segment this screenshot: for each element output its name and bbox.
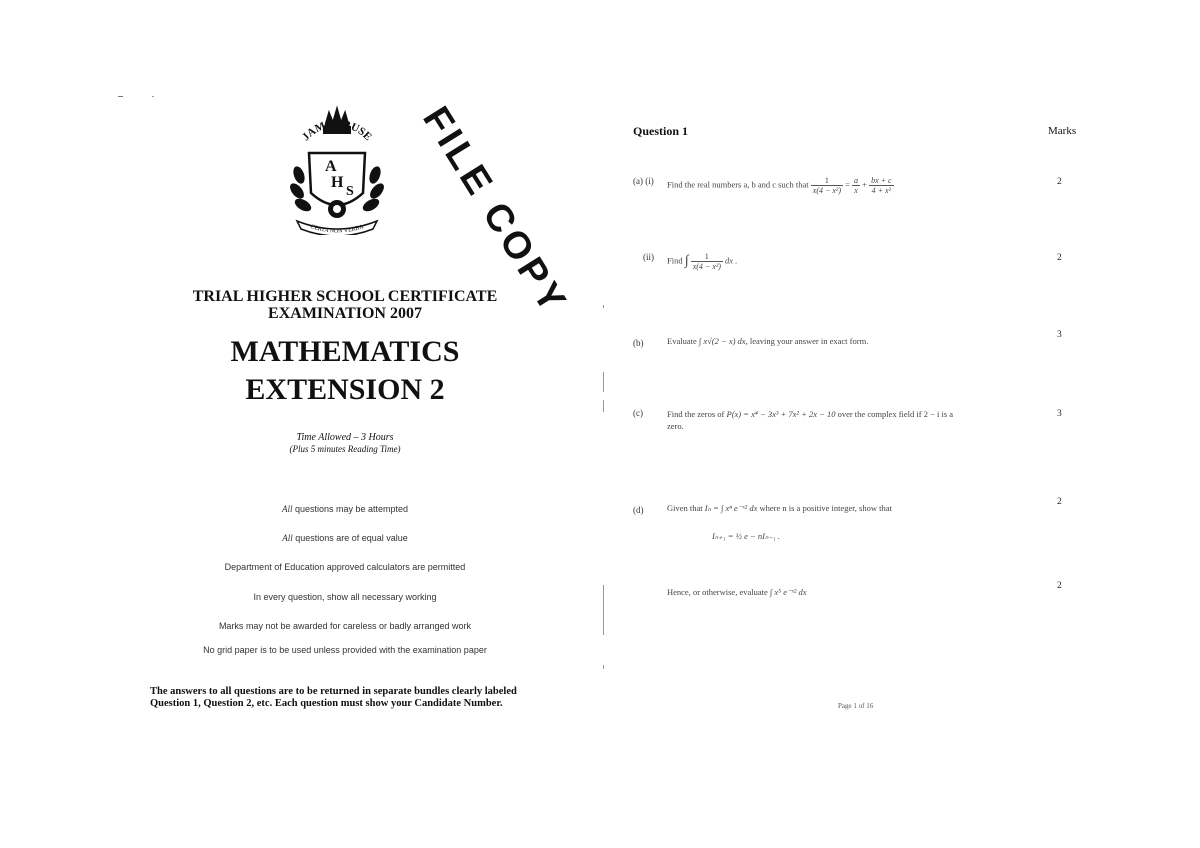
question-mark: 2 bbox=[1057, 177, 1062, 187]
part-label: (c) bbox=[633, 408, 643, 418]
binding-mark bbox=[603, 665, 604, 669]
fraction: $\frac{1}{\text{x(4 − x²)}}$ bbox=[692, 252, 721, 271]
part-label: (d) bbox=[633, 505, 644, 515]
binding-mark bbox=[603, 400, 604, 412]
marks-heading: Marks bbox=[1048, 125, 1077, 137]
reading-time: (Plus 5 minutes Reading Time) bbox=[289, 444, 401, 454]
stray-dash bbox=[118, 96, 123, 97]
recurrence-formula: Iₙ₊₁ = ½ e − nIₙ₋₁ . bbox=[712, 531, 781, 541]
question-text: Find the real numbers a, b and c such that $\frac{1}{\text{x(4 − x²)}}$ = $\frac{a}{x}$ + $\frac{bx + c}{\text{4 + x²}}$ bbox=[667, 176, 892, 195]
page-number: Page 1 of 16 bbox=[838, 702, 874, 710]
subject-title-line2: EXTENSION 2 bbox=[245, 373, 445, 406]
instruction-line: All questions may be attempted bbox=[281, 504, 409, 514]
instruction-line: No grid paper is to be used unless provided with the examination paper bbox=[203, 645, 487, 655]
instruction-line: Department of Education approved calculators are permitted bbox=[224, 562, 466, 572]
time-allowed: Time Allowed – 3 Hours bbox=[296, 432, 394, 443]
question-text: Find the zeros of P(x) = x⁴ − 3x³ + 7x² + 2x − 10 over the complex field if 2 − i is a zero. bbox=[667, 409, 954, 431]
binding-mark bbox=[603, 305, 604, 308]
question-mark: 2 bbox=[1057, 497, 1062, 507]
stray-dot bbox=[152, 96, 154, 97]
question-text: Find ∫ $\frac{1}{\text{x(4 − x²)}}$ dx . bbox=[667, 252, 738, 271]
submission-note: The answers to all questions are to be returned in separate bundles clearly labeled Question 1, Question 2, etc. Each question must show your Candidate Number. bbox=[150, 686, 517, 709]
instruction-line: All questions are of equal value bbox=[282, 533, 408, 543]
part-label: (b) bbox=[633, 338, 644, 348]
subject-title-line1: MATHEMATICS bbox=[230, 335, 460, 368]
svg-text:JAMES RUSE: JAMES RUSE bbox=[299, 117, 374, 144]
svg-text:A: A bbox=[325, 158, 337, 175]
question-mark: 2 bbox=[1057, 253, 1062, 263]
svg-text:CERTA NON VERBA: CERTA NON VERBA bbox=[309, 224, 365, 235]
fraction: $\frac{bx + c}{\text{4 + x²}}$ bbox=[871, 176, 892, 195]
question-mark: 3 bbox=[1057, 330, 1062, 340]
question-text: Hence, or otherwise, evaluate ∫ x⁵ e⁻ˣ² dx bbox=[667, 587, 807, 597]
fraction: $\frac{a}{x}$ bbox=[854, 176, 859, 195]
binding-mark bbox=[603, 372, 604, 392]
file-copy-stamp: FILE COPY bbox=[414, 99, 576, 323]
question-heading: Question 1 bbox=[633, 124, 689, 138]
part-label: (a) (i) bbox=[633, 176, 654, 186]
instruction-line: Marks may not be awarded for careless or badly arranged work bbox=[218, 621, 472, 631]
school-seal-logo bbox=[283, 105, 391, 235]
svg-text:H: H bbox=[331, 174, 344, 191]
question-text: Given that Iₙ = ∫ xⁿ e⁻ˣ² dx where n is a positive integer, show that bbox=[667, 503, 892, 513]
instruction-line: In every question, show all necessary working bbox=[253, 592, 437, 602]
svg-text:S: S bbox=[346, 184, 354, 199]
exam-title-line1: TRIAL HIGHER SCHOOL CERTIFICATE bbox=[192, 288, 498, 305]
question-mark: 2 bbox=[1057, 581, 1062, 591]
binding-mark bbox=[603, 585, 604, 635]
fraction: $\frac{1}{\text{x(4 − x²)}}$ bbox=[812, 176, 841, 195]
question-mark: 3 bbox=[1057, 409, 1062, 419]
question-text: Evaluate ∫ x√(2 − x) dx, leaving your answer in exact form. bbox=[667, 336, 869, 346]
exam-title-line2: EXAMINATION 2007 bbox=[268, 305, 422, 322]
part-label: (ii) bbox=[643, 252, 654, 262]
